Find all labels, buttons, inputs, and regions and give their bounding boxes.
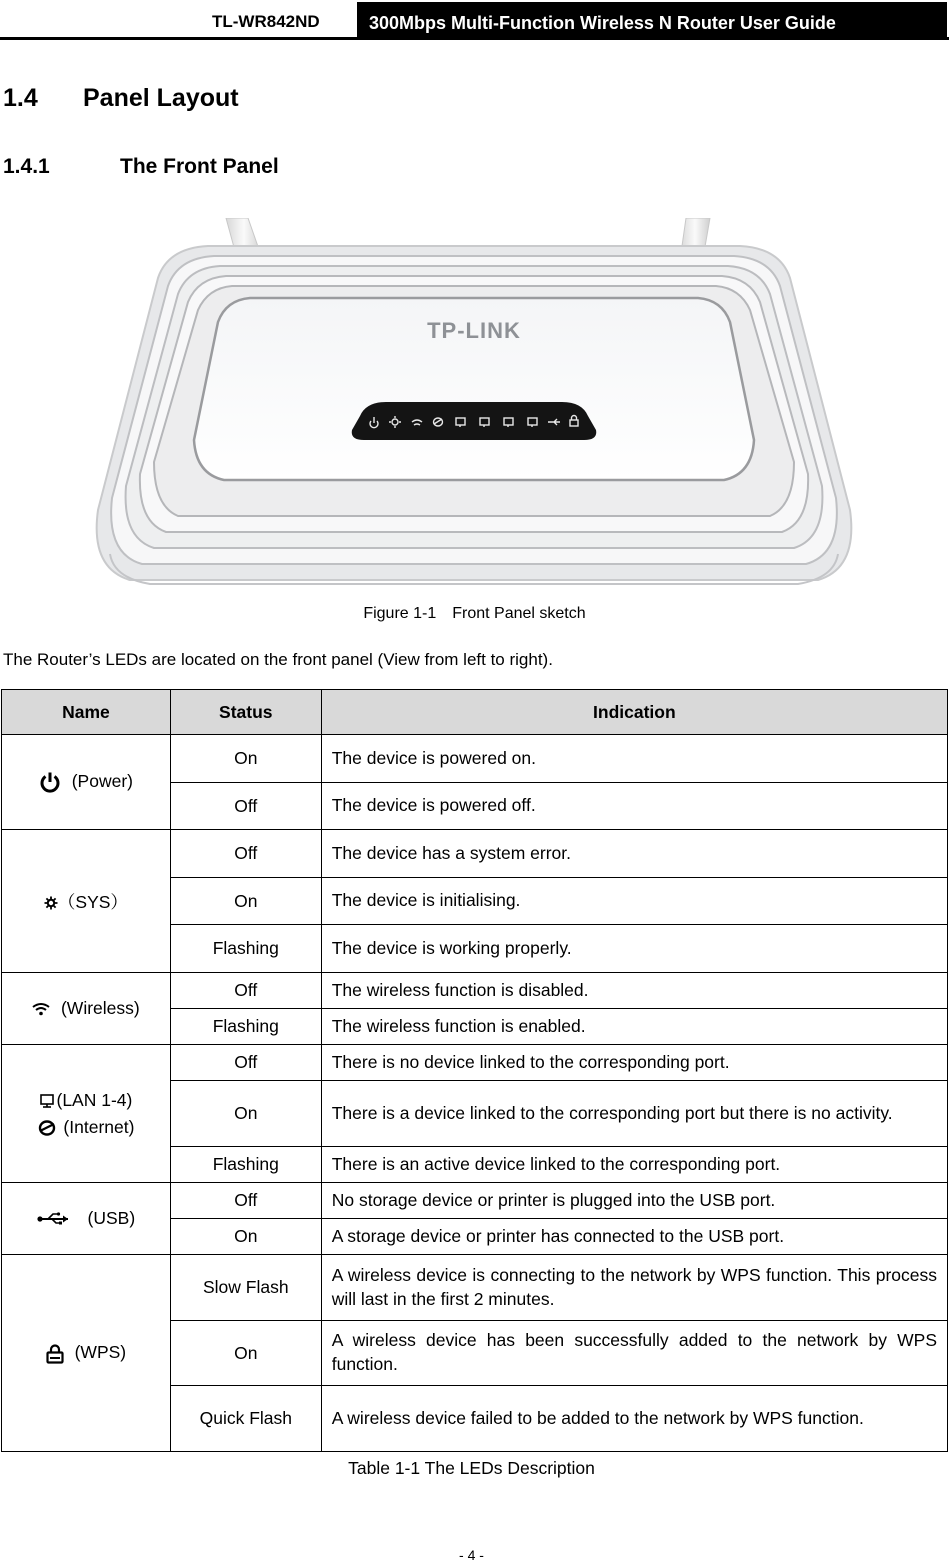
sys-name-cell xyxy=(2,830,171,973)
status-cell: On xyxy=(170,878,321,925)
sys-label: （SYS） xyxy=(57,891,128,912)
status-cell: Slow Flash xyxy=(170,1255,321,1321)
internet-label: (Internet) xyxy=(63,1116,135,1137)
table-row xyxy=(2,735,948,783)
subsection-number: 1.4.1 xyxy=(3,155,50,178)
page-header xyxy=(0,0,949,40)
indication-cell: A storage device or printer has connected to the USB port. xyxy=(321,1219,947,1255)
internet-icon xyxy=(37,1119,57,1137)
status-cell: On xyxy=(170,735,321,783)
page-number: - 4 - xyxy=(459,1547,484,1563)
power-icon xyxy=(39,771,61,793)
status-cell: Flashing xyxy=(170,1009,321,1045)
status-cell: Flashing xyxy=(170,1147,321,1183)
table-caption: Table 1-1 The LEDs Description xyxy=(348,1458,595,1478)
wireless-name-cell xyxy=(2,973,171,1045)
usb-name-cell xyxy=(2,1183,171,1255)
indication-cell: A wireless device failed to be added to the network by WPS function. xyxy=(321,1386,947,1452)
table-row xyxy=(2,1045,948,1081)
indication-cell: A wireless device has been successfully added to the network by WPS function. xyxy=(321,1321,947,1386)
brand-logo: TP-LINK xyxy=(427,318,521,343)
table-header-row xyxy=(2,690,948,735)
indication-cell: There is no device linked to the corresponding port. xyxy=(321,1045,947,1081)
figure-caption: Figure 1-1 Front Panel sketch xyxy=(363,605,586,622)
section-title: Panel Layout xyxy=(83,84,239,112)
table-row xyxy=(2,1255,948,1321)
status-cell: Off xyxy=(170,1045,321,1081)
indication-cell: The device has a system error. xyxy=(321,830,947,878)
lan-name xyxy=(2,1090,170,1111)
lan-internet-name-cell xyxy=(2,1045,171,1183)
status-cell: Quick Flash xyxy=(170,1386,321,1452)
status-cell: Flashing xyxy=(170,925,321,973)
usb-label: (USB) xyxy=(87,1208,136,1228)
status-cell: On xyxy=(170,1219,321,1255)
header-title: 300Mbps Multi-Function Wireless N Router User Guide xyxy=(357,2,947,37)
power-label: (Power) xyxy=(71,770,133,791)
usb-icon xyxy=(37,1211,73,1227)
indication-cell: There is a device linked to the corresponding port but there is no activity. xyxy=(321,1081,947,1147)
indication-cell: The wireless function is disabled. xyxy=(321,973,947,1009)
indication-cell: The device is initialising. xyxy=(321,878,947,925)
intro-paragraph: The Router’s LEDs are located on the front panel (View from left to right). xyxy=(3,650,553,669)
section-heading xyxy=(3,84,239,113)
indication-cell: The device is working properly. xyxy=(321,925,947,973)
status-cell: On xyxy=(170,1081,321,1147)
section-number: 1.4 xyxy=(3,84,38,112)
table-row xyxy=(2,830,948,878)
lan-label: (LAN 1-4) xyxy=(56,1089,133,1110)
header-indication: Indication xyxy=(321,690,947,735)
header-status: Status xyxy=(170,690,321,735)
indication-cell: A wireless device is connecting to the network by WPS function. This process will last in the first 2 minutes. xyxy=(321,1255,947,1321)
status-cell: Off xyxy=(170,783,321,830)
indication-cell: The wireless function is enabled. xyxy=(321,1009,947,1045)
wps-name-cell xyxy=(2,1255,171,1452)
status-cell: On xyxy=(170,1321,321,1386)
indication-cell: No storage device or printer is plugged into the USB port. xyxy=(321,1183,947,1219)
indication-cell: There is an active device linked to the corresponding port. xyxy=(321,1147,947,1183)
status-cell: Off xyxy=(170,973,321,1009)
power-name-cell xyxy=(2,735,171,830)
status-cell: Off xyxy=(170,830,321,878)
header-name: Name xyxy=(2,690,171,735)
wps-label: (WPS) xyxy=(74,1342,127,1363)
indication-cell: The device is powered on. xyxy=(321,735,947,783)
internet-name xyxy=(2,1117,170,1138)
wireless-label: (Wireless) xyxy=(60,998,140,1018)
wireless-icon xyxy=(32,1002,50,1016)
header-model: TL-WR842ND xyxy=(212,12,320,31)
router-front-panel-image xyxy=(90,218,858,590)
table-row xyxy=(2,1183,948,1219)
status-cell: Off xyxy=(170,1183,321,1219)
led-description-table xyxy=(1,689,948,1452)
indication-cell: The device is powered off. xyxy=(321,783,947,830)
wps-lock-icon xyxy=(46,1344,64,1364)
subsection-title: The Front Panel xyxy=(120,155,279,178)
subsection-heading xyxy=(3,155,279,179)
lan-icon xyxy=(40,1094,54,1108)
table-row xyxy=(2,973,948,1009)
sys-gear-icon xyxy=(44,896,58,910)
